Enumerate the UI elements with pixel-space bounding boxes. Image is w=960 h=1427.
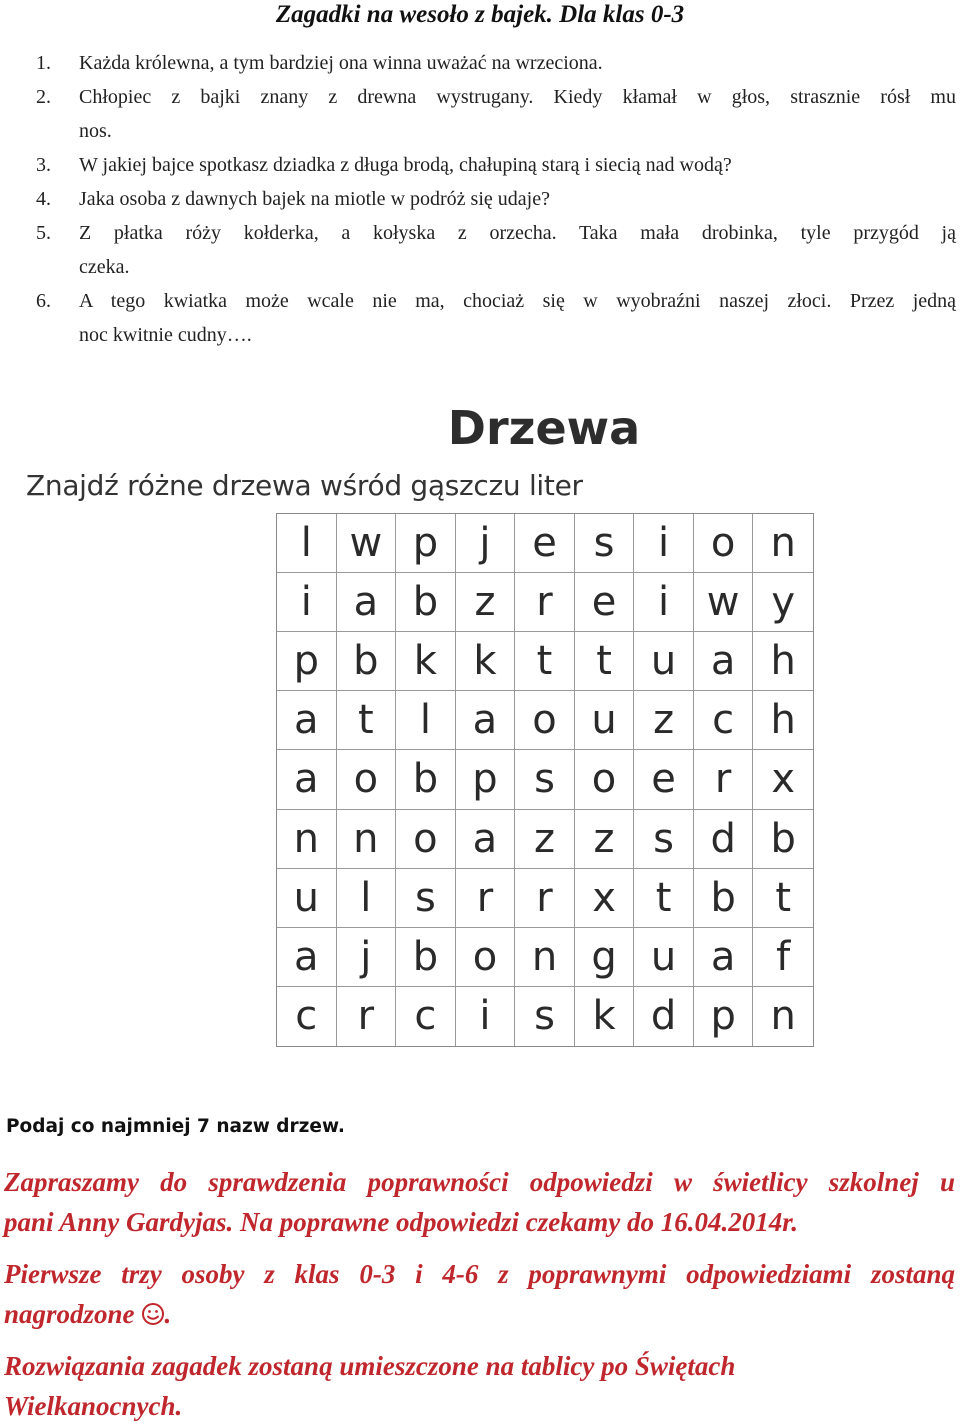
grid-letter: z xyxy=(634,691,694,750)
grid-letter: b xyxy=(396,928,456,987)
notice-line: nagrodzone xyxy=(4,1299,135,1329)
grid-letter: k xyxy=(575,987,635,1046)
grid-letter: o xyxy=(575,750,635,809)
notice-solutions xyxy=(4,1346,955,1426)
grid-letter: s xyxy=(515,750,575,809)
grid-letter: l xyxy=(277,514,337,573)
grid-letter: b xyxy=(753,810,813,869)
notice-prizes xyxy=(4,1254,955,1337)
grid-letter: x xyxy=(575,869,635,928)
page-title: Zagadki na wesoło z bajek. Dla klas 0-3 xyxy=(275,1,685,28)
grid-letter: o xyxy=(337,750,397,809)
grid-letter: o xyxy=(694,514,754,573)
grid-letter: b xyxy=(337,632,397,691)
grid-letter: l xyxy=(337,869,397,928)
grid-letter: i xyxy=(634,514,694,573)
grid-letter: a xyxy=(456,810,516,869)
notice-line: Pierwsze trzy osoby z klas 0-3 i 4-6 z poprawnymi odpowiedziami zostaną xyxy=(4,1259,955,1289)
grid-letter: a xyxy=(277,691,337,750)
grid-letter: s xyxy=(396,869,456,928)
notice-line: Rozwiązania zagadek zostaną umieszczone na tablicy po Świętach xyxy=(4,1351,736,1381)
grid-letter: s xyxy=(575,514,635,573)
riddle-number: 6. xyxy=(36,290,51,312)
grid-letter: e xyxy=(634,750,694,809)
notice-answers xyxy=(4,1162,955,1242)
grid-letter: a xyxy=(456,691,516,750)
riddle-text: A tego kwiatka może wcale nie ma, chociaż się w wyobraźni naszej złoci. Przez jedną xyxy=(79,290,956,312)
grid-letter: a xyxy=(277,928,337,987)
grid-letter: b xyxy=(396,573,456,632)
grid-letter: e xyxy=(575,573,635,632)
grid-letter: l xyxy=(396,691,456,750)
riddle-item xyxy=(36,46,956,80)
grid-letter: s xyxy=(634,810,694,869)
grid-letter: o xyxy=(456,928,516,987)
task-instruction: Podaj co najmniej 7 nazw drzew. xyxy=(6,1116,345,1137)
grid-letter: c xyxy=(396,987,456,1046)
grid-letter: t xyxy=(515,632,575,691)
grid-letter: n xyxy=(770,993,796,1040)
grid-letter: h xyxy=(753,691,813,750)
grid-letter: a xyxy=(694,928,754,987)
grid-letter: i xyxy=(277,573,337,632)
riddle-text: Jaka osoba z dawnych bajek na miotle w podróż się udaje? xyxy=(79,188,550,210)
grid-letter: p xyxy=(456,750,516,809)
riddle-number: 5. xyxy=(36,222,51,244)
grid-letter: r xyxy=(515,573,575,632)
grid-letter: r xyxy=(515,869,575,928)
riddle-item xyxy=(36,80,956,148)
grid-letter: j xyxy=(337,928,397,987)
grid-letter: u xyxy=(277,869,337,928)
riddle-text: Chłopiec z bajki znany z drewna wystrugany. Kiedy kłamał w głos, strasznie rósł mu xyxy=(79,86,956,108)
grid-letter: b xyxy=(694,869,754,928)
grid-letter: n xyxy=(515,928,575,987)
grid-letter: z xyxy=(515,810,575,869)
grid-letter: s xyxy=(515,987,575,1046)
grid-letter: t xyxy=(753,869,813,928)
grid-letter: c xyxy=(277,987,337,1046)
grid-letter: e xyxy=(515,514,575,573)
grid-letter: u xyxy=(634,928,694,987)
wordsearch-grid xyxy=(276,513,814,1047)
riddle-number: 3. xyxy=(36,154,51,176)
grid-letter: i xyxy=(456,987,516,1046)
riddle-list xyxy=(36,46,956,352)
notice-line: pani Anny Gardyjas. Na poprawne odpowiedzi czekamy do 16.04.2014r. xyxy=(4,1207,799,1237)
notice-line-with-icon: nagrodzone . xyxy=(4,1294,955,1337)
grid-letter: r xyxy=(694,750,754,809)
wordsearch-instruction: Znajdź różne drzewa wśród gąszczu liter xyxy=(26,469,583,502)
grid-letter: w xyxy=(694,573,754,632)
notice-line: Zapraszamy do sprawdzenia poprawności odpowiedzi w świetlicy szkolnej u xyxy=(4,1167,955,1197)
grid-letter: u xyxy=(575,691,635,750)
notice-line: Wielkanocnych. xyxy=(4,1391,183,1421)
grid-letter: u xyxy=(634,632,694,691)
grid-letter: a xyxy=(694,632,754,691)
riddle-item xyxy=(36,148,956,182)
grid-letter: t xyxy=(337,691,397,750)
riddle-text-continued: nos. xyxy=(79,120,112,142)
grid-letter: a xyxy=(277,750,337,809)
grid-letter: a xyxy=(337,573,397,632)
grid-letter: d xyxy=(634,987,694,1046)
grid-letter: r xyxy=(337,987,397,1046)
grid-letter: o xyxy=(515,691,575,750)
grid-letter: c xyxy=(694,691,754,750)
riddle-number: 4. xyxy=(36,188,51,210)
grid-letter: p xyxy=(277,632,337,691)
grid-letter: o xyxy=(396,810,456,869)
grid-letter: y xyxy=(753,573,813,632)
grid-letter: x xyxy=(753,750,813,809)
grid-letter: n xyxy=(277,810,337,869)
riddle-number: 1. xyxy=(36,52,51,74)
riddle-text-continued: noc kwitnie cudny…. xyxy=(79,324,252,346)
riddle-number: 2. xyxy=(36,86,51,108)
riddle-text: W jakiej bajce spotkasz dziadka z długa brodą, chałupiną starą i siecią nad wodą? xyxy=(79,154,732,176)
grid-letter: t xyxy=(634,869,694,928)
grid-letter: t xyxy=(575,632,635,691)
grid-letter: j xyxy=(456,514,516,573)
grid-letter: d xyxy=(694,810,754,869)
grid-letter: r xyxy=(456,869,516,928)
grid-letter: b xyxy=(396,750,456,809)
riddle-item xyxy=(36,284,956,352)
grid-letter: k xyxy=(396,632,456,691)
grid-letter: g xyxy=(575,928,635,987)
grid-letter: z xyxy=(575,810,635,869)
grid-letter: w xyxy=(337,514,397,573)
smiling-face-icon xyxy=(141,1297,165,1337)
grid-letter: k xyxy=(456,632,516,691)
grid-letter: h xyxy=(753,632,813,691)
grid-letter: i xyxy=(634,573,694,632)
grid-letter: n xyxy=(337,810,397,869)
grid-letter: n xyxy=(753,514,813,573)
grid-letter: p xyxy=(694,987,754,1046)
riddle-text: Z płatka róży kołderka, a kołyska z orzecha. Taka mała drobinka, tyle przygód ją xyxy=(79,222,956,244)
riddle-item xyxy=(36,182,956,216)
riddle-text: Każda królewna, a tym bardziej ona winna uważać na wrzeciona. xyxy=(79,52,603,74)
grid-letter: p xyxy=(396,514,456,573)
wordsearch-heading: Drzewa xyxy=(447,401,641,455)
riddle-text-continued: czeka. xyxy=(79,256,130,278)
grid-letter: z xyxy=(456,573,516,632)
grid-letter: f xyxy=(753,928,813,987)
riddle-item xyxy=(36,216,956,284)
